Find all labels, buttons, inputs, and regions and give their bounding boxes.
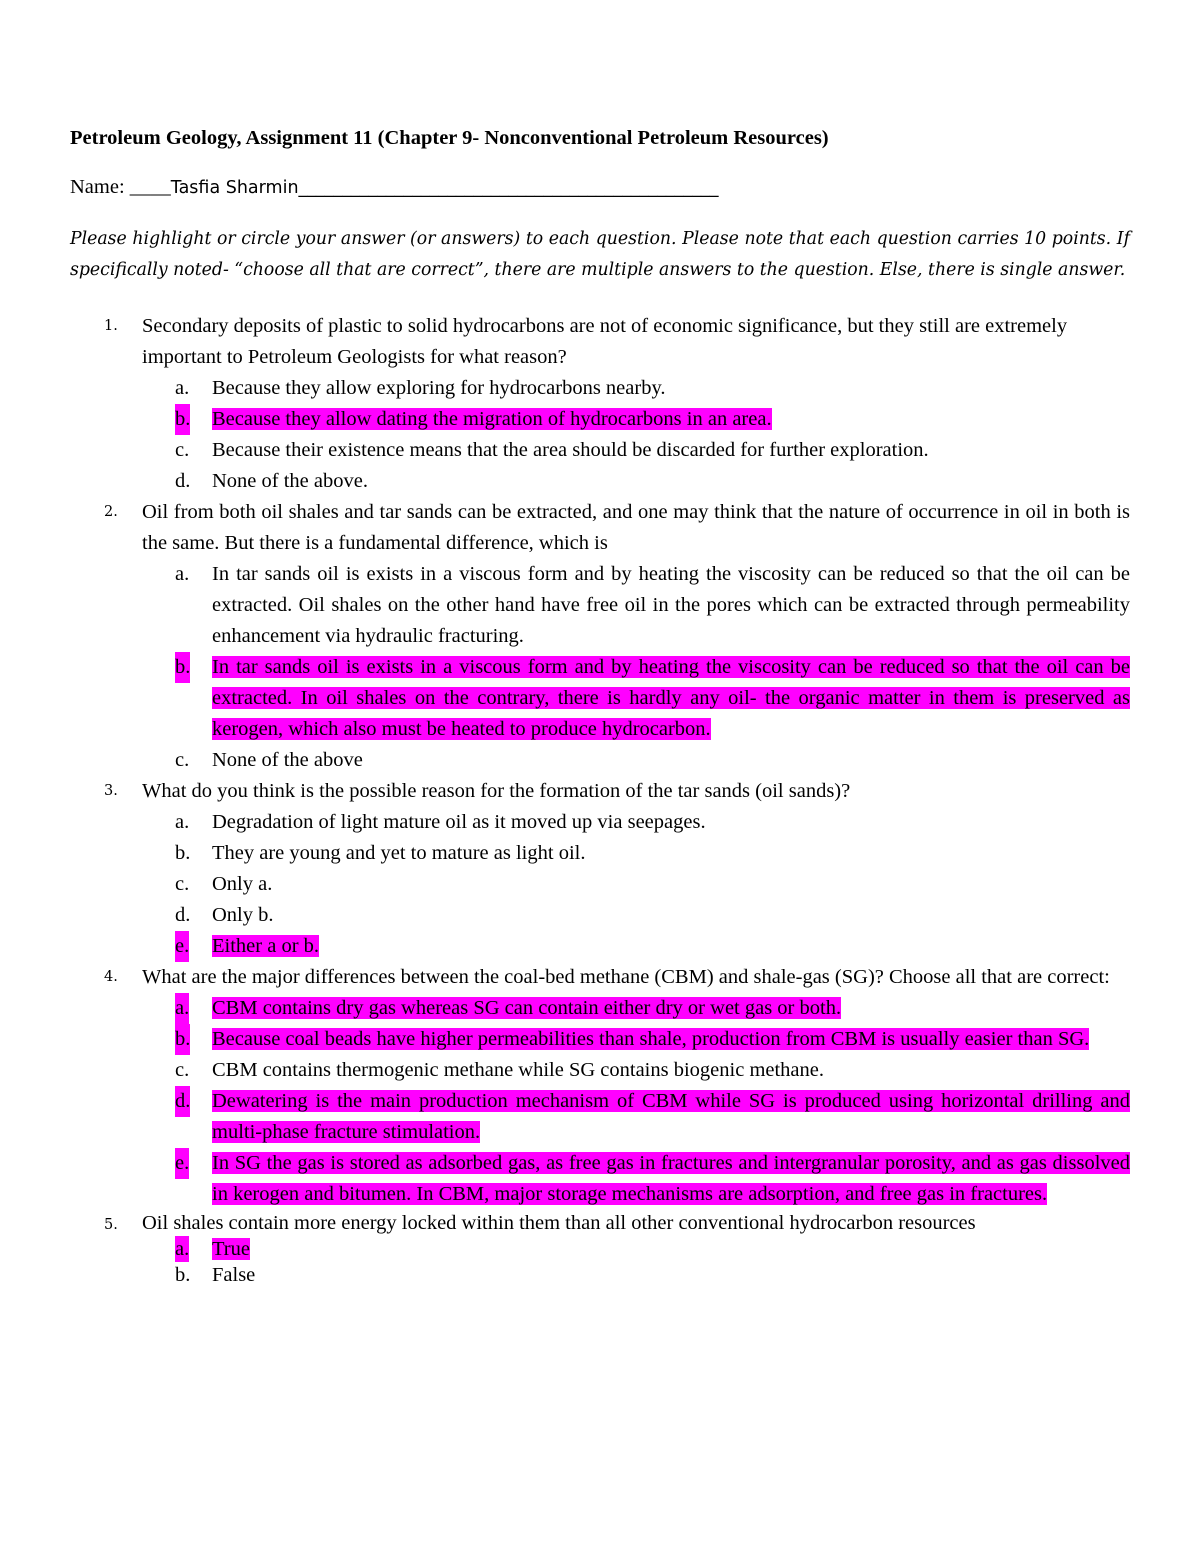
option-letter: b. [175,652,190,683]
option-letter: c. [175,439,190,461]
name-value: Tasfia Sharmin________________________________________________ [170,178,719,198]
option-3e-selected[interactable] [142,931,1130,962]
question-text: Oil shales contain more energy locked within them than all other conventional hydrocarbon resources [142,1212,976,1234]
option-text: In tar sands oil is exists in a viscous form and by heating the viscosity can be reduced so that the oil can be extracted. Oil shales on the other hand have free oil in the pores which can be extracted through permeability enhancement via hydraulic fracturing. [212,563,1130,647]
option-text: Degradation of light mature oil as it moved up via seepages. [212,811,706,833]
option-4c[interactable] [142,1055,1130,1086]
option-list [142,373,1130,497]
question-4 [70,962,1130,1210]
option-letter: c. [175,873,190,895]
option-text: None of the above. [212,470,368,492]
option-letter: a. [175,993,189,1024]
option-text: In SG the gas is stored as adsorbed gas, as free gas in fractures and intergranular porosity, and as gas dissolved in kerogen and bitumen. In CBM, major storage mechanisms are adsorption, and free gas in fractures. [212,1152,1130,1205]
option-5a-selected[interactable] [142,1236,1130,1262]
option-list [142,807,1130,962]
question-number: 4. [104,969,118,985]
option-4a-selected[interactable] [142,993,1130,1024]
option-letter: b. [175,404,190,435]
option-text: Only a. [212,873,273,895]
option-1d[interactable] [142,466,1130,497]
question-number: 1. [104,318,118,334]
option-3b[interactable] [142,838,1130,869]
question-3 [70,776,1130,962]
option-letter: a. [175,563,190,585]
option-letter: d. [175,904,191,926]
option-text: True [212,1238,250,1260]
question-5 [70,1210,1130,1288]
option-list [142,993,1130,1210]
question-number: 2. [104,504,118,520]
option-4e-selected[interactable] [142,1148,1130,1210]
option-letter: b. [175,1264,191,1286]
option-text: False [212,1264,256,1286]
option-text: Because coal beads have higher permeabilities than shale, production from CBM is usually easier than SG. [212,1028,1090,1050]
option-3a[interactable] [142,807,1130,838]
option-2a[interactable] [142,559,1130,652]
document-title: Petroleum Geology, Assignment 11 (Chapter 9- Nonconventional Petroleum Resources) [70,127,829,149]
question-number: 5. [104,1217,118,1233]
question-text: Oil from both oil shales and tar sands can be extracted, and one may think that the nature of occurrence in oil in both is the same. But there is a fundamental difference, which is [142,501,1130,554]
option-2c[interactable] [142,745,1130,776]
name-line [70,173,1130,202]
option-text: CBM contains thermogenic methane while SG contains biogenic methane. [212,1059,825,1081]
option-1c[interactable] [142,435,1130,466]
option-letter: a. [175,1238,190,1260]
question-text: What are the major differences between the coal-bed methane (CBM) and shale-gas (SG)? Choose all that are correct: [142,966,1110,988]
option-5b[interactable] [142,1262,1130,1288]
name-label: Name: ____ [70,176,171,198]
option-1b-selected[interactable] [142,404,1130,435]
option-4b-selected[interactable] [142,1024,1130,1055]
option-text: Because they allow exploring for hydrocarbons nearby. [212,377,666,399]
option-list [142,1236,1130,1288]
option-list [142,559,1130,776]
question-text: What do you think is the possible reason for the formation of the tar sands (oil sands)? [142,780,851,802]
option-text: They are young and yet to mature as light oil. [212,842,586,864]
option-letter: c. [175,749,190,771]
option-text: Because their existence means that the area should be discarded for further exploration. [212,439,929,461]
question-number: 3. [104,783,118,799]
question-2 [70,497,1130,776]
option-text: CBM contains dry gas whereas SG can contain either dry or wet gas or both. [212,997,842,1019]
option-letter: a. [175,811,190,833]
option-3d[interactable] [142,900,1130,931]
option-letter: e. [175,1148,189,1179]
option-4d-selected[interactable] [142,1086,1130,1148]
option-letter: d. [175,470,191,492]
option-text: Dewatering is the main production mechanism of CBM while SG is produced using horizontal drilling and multi-phase fracture stimulation. [212,1090,1130,1143]
option-letter: d. [175,1086,190,1117]
question-text: Secondary deposits of plastic to solid hydrocarbons are not of economic significance, but they still are extremely important to Petroleum Geologists for what reason? [142,315,1068,368]
option-text: Only b. [212,904,274,926]
option-letter: b. [175,1024,190,1055]
question-1 [70,311,1130,497]
question-list [70,311,1130,1288]
instructions: Please highlight or circle your answer (or answers) to each question. Please note that each question carries 10 points. If specifically noted- “choose all that are correct”, there are multiple answers to the question. Else, there is single answer. [70,229,1130,280]
option-text: None of the above [212,749,363,771]
option-text: Because they allow dating the migration of hydrocarbons in an area. [212,408,772,430]
option-2b-selected[interactable] [142,652,1130,745]
option-letter: a. [175,377,190,399]
option-letter: e. [175,931,189,962]
option-text: Either a or b. [212,935,320,957]
option-letter: c. [175,1059,190,1081]
option-text: In tar sands oil is exists in a viscous form and by heating the viscosity can be reduced so that the oil can be extracted. In oil shales on the contrary, there is hardly any oil- the organic matter in them is preserved as kerogen, which also must be heated to produce hydrocarbon. [212,656,1130,740]
option-1a[interactable] [142,373,1130,404]
option-3c[interactable] [142,869,1130,900]
option-letter: b. [175,842,191,864]
